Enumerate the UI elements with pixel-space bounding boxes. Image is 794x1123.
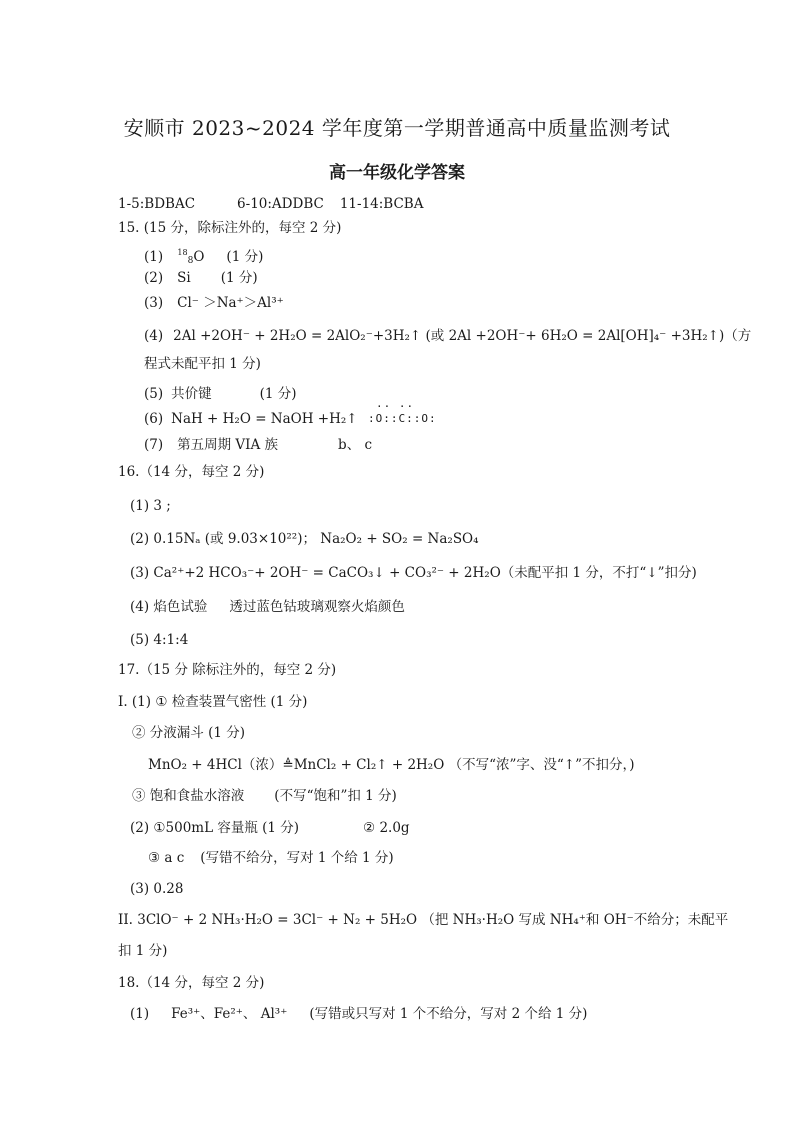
q18-item-1: (1) Fe³⁺、Fe²⁺、 Al³⁺ (写错或只写对 1 个不给分，写对 2 个给 1 分): [130, 1006, 588, 1022]
q16-item-3: (3) Ca²⁺+2 HCO₃⁻+ 2OH⁻ = CaCO₃↓ + CO₃²⁻ + 2H₂O（未配平扣 1 分，不打“↓”扣分): [130, 565, 697, 581]
q17-part-ii-cont: 扣 1 分): [118, 943, 168, 959]
q17-part1-item2: ② 分液漏斗 (1 分): [132, 725, 245, 741]
page-subtitle: 高一年级化学答案: [329, 163, 465, 183]
q15-header: 15. (15 分，除标注外的，每空 2 分): [118, 220, 342, 236]
mc-6-10: 6-10:ADDBC: [237, 196, 324, 212]
co2-lewis-dots-top: ·· ··: [376, 400, 415, 413]
q17-part1-item1: I. (1) ① 检查装置气密性 (1 分): [118, 694, 308, 710]
q15-item-5: (5) 共价键 (1 分): [144, 386, 297, 402]
q17-header: 17.（15 分 除标注外的，每空 2 分): [118, 662, 337, 678]
mc-answers: [118, 195, 423, 213]
co2-lewis-structure: :O::C::O:: [368, 412, 437, 425]
q16-item-2: (2) 0.15Nₐ (或 9.03×10²²)； Na₂O₂ + SO₂ = Na₂SO₄: [130, 531, 479, 547]
q16-item-4: (4) 焰色试验 透过蓝色钴玻璃观察火焰颜色: [130, 599, 405, 615]
q15-item-1: (1) $^{18}_8$O (1 分): [144, 248, 264, 266]
q18-header: 18.（14 分，每空 2 分): [118, 975, 265, 991]
q16-item-1: (1) 3 ;: [130, 498, 171, 514]
page-title: 安顺市 2023~2024 学年度第一学期普通高中质量监测考试: [123, 116, 671, 140]
q16-item-5: (5) 4:1:4: [130, 632, 189, 648]
q15-item-7: (7) 第五周期 VIA 族 b、 c: [144, 437, 373, 453]
q15-item-6: (6) NaH + H₂O = NaOH +H₂↑: [144, 411, 358, 427]
q15-item-3: (3) Cl⁻ ＞Na⁺＞Al³⁺: [144, 295, 284, 311]
q17-part3: (3) 0.28: [130, 881, 184, 897]
mc-1-5: 1-5:BDBAC: [118, 196, 196, 212]
q17-part2-item1: (2) ①500mL 容量瓶 (1 分) ② 2.0g: [130, 820, 410, 836]
q15-item-4: (4) 2Al +2OH⁻ + 2H₂O = 2AlO₂⁻+3H₂↑ (或 2Al +2OH⁻+ 6H₂O = 2Al[OH]₄⁻ +3H₂↑)（方: [144, 328, 752, 344]
q17-part2-item3: ③ a c (写错不给分，写对 1 个给 1 分): [148, 850, 394, 866]
q17-part-ii: II. 3ClO⁻ + 2 NH₃·H₂O = 3Cl⁻ + N₂ + 5H₂O （把 NH₃·H₂O 写成 NH₄⁺和 OH⁻不给分；未配平: [118, 912, 729, 928]
q15-item-2: (2) Si (1 分): [144, 270, 258, 286]
q17-equation: MnO₂ + 4HCl（浓）≜MnCl₂ + Cl₂↑ + 2H₂O （不写“浓”字、没“↑”不扣分，): [148, 757, 635, 773]
q16-header: 16.（14 分，每空 2 分): [118, 464, 265, 480]
q17-part1-item3: ③ 饱和食盐水溶液 (不写“饱和”扣 1 分): [132, 788, 397, 804]
q15-item-4-cont: 程式未配平扣 1 分): [144, 356, 261, 372]
mc-11-14: 11-14:BCBA: [339, 196, 424, 212]
